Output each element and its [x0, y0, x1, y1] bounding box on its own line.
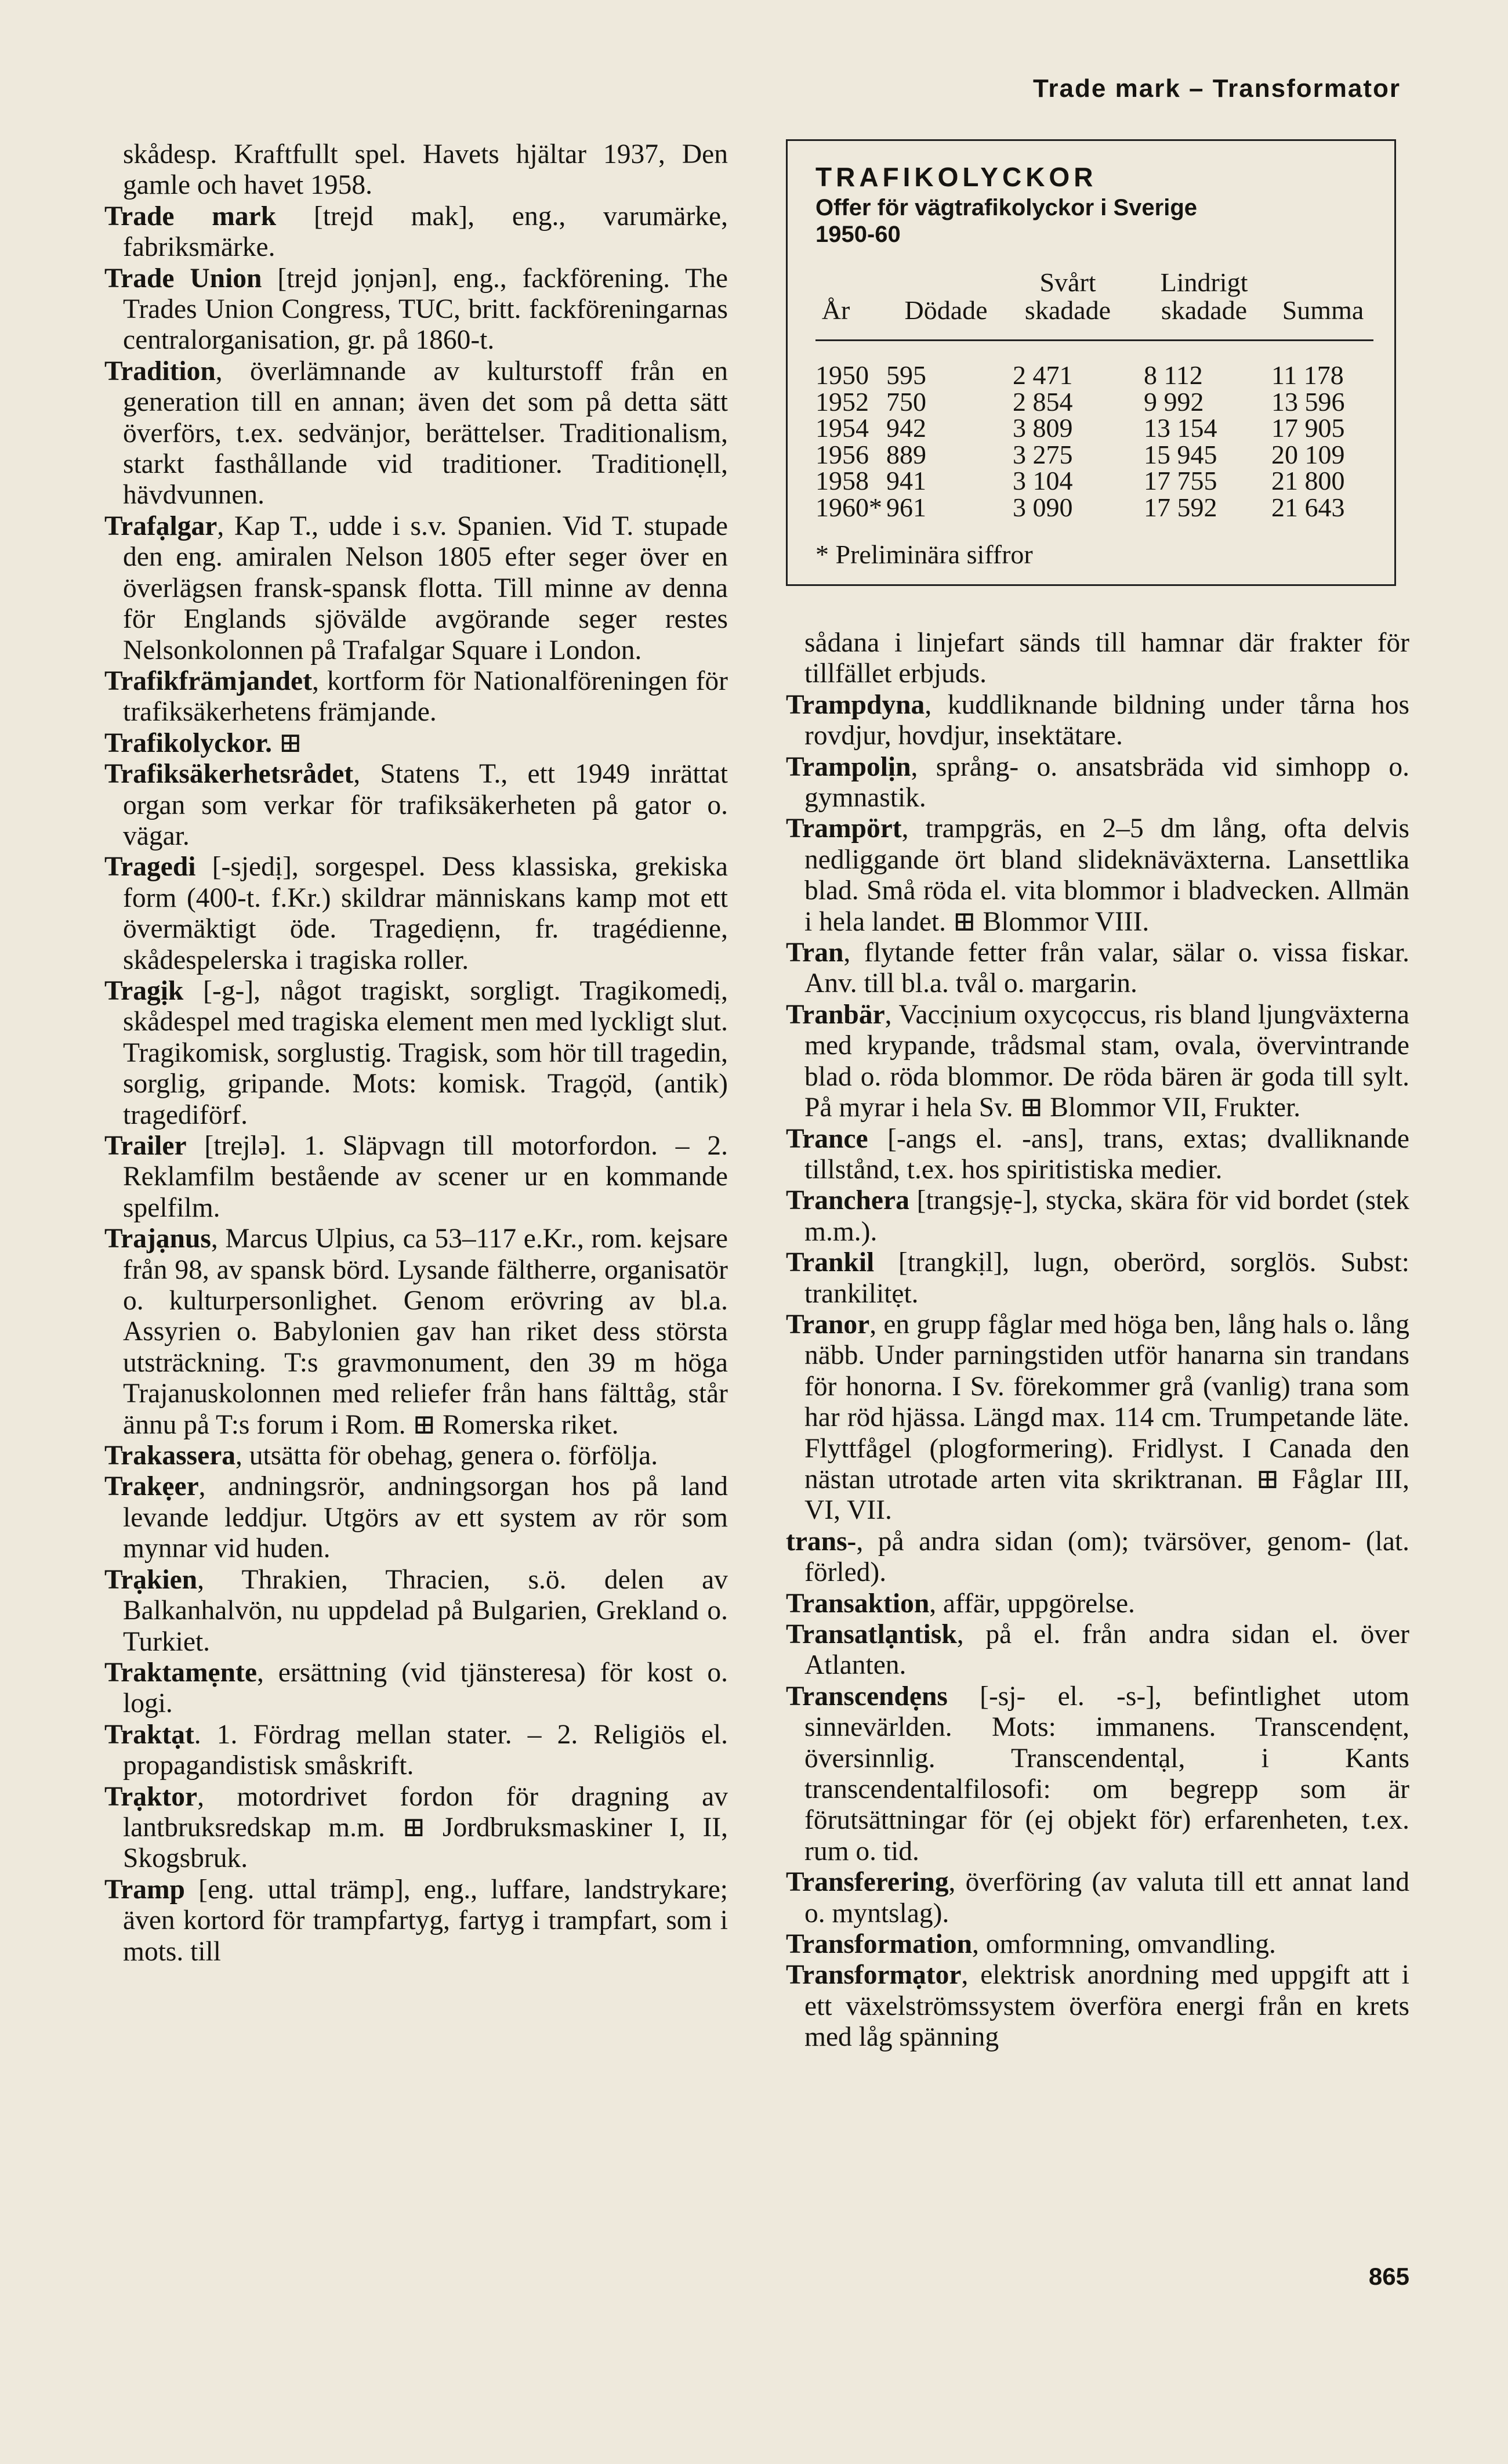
table-rule — [815, 339, 1373, 341]
entry-text: [-angs el. -ans], trans, extas; dvalliknande tillstånd, t.ex. hos spiritistiska medier. — [804, 1123, 1409, 1185]
entry-text: [trejlə]. 1. Släpvagn till motorfordon. – 2. Reklamfilm bestående av scener ur en kommande spelfilm. — [123, 1131, 728, 1223]
entry-text: [-g-], något tragiskt, sorgligt. Tragikomedị, skådespel med tragiska element men med lyckligt slut. Tragikomisk, sorglustig. Tragisk, som hör till tragedin, sorglig, gripande. Mots: komisk. Tragọ̈d, (antik) tragediförf. — [123, 975, 728, 1130]
entry-text: , Marcus Ulpius, ca 53–117 e.Kr., rom. kejsare från 98, av spansk börd. Lysande fältherre, organisatör o. kulturpersonlighet. Genom erövring av bl.a. Assyrien o. Babylonien gav han riket dess största utsträckning. T:s gravmonument, den 39 m höga Trajanuskolonnen med reliefer från hans fälttåg, står ännu på T:s forum i Rom. ⊞ Romerska riket. — [123, 1224, 728, 1440]
entry-text: , omformning, omvandling. — [972, 1929, 1276, 1960]
entry-text: , Vaccịnium oxycọccus, ris bland ljungväxterna med krypande, trådsmal stam, ovala, övervintrande blad o. röda blommor. De röda bären är goda till sylt. På myrar i hela Sv. ⊞ Blommor VII, Frukter. — [804, 999, 1409, 1123]
table-row — [815, 415, 1373, 442]
table-subtitle-line2: 1950-60 — [815, 222, 901, 247]
table-cell: 8 112 — [1144, 360, 1203, 390]
entry-text: sådana i linjefart sänds till hamnar där frakter för tillfället erbjuds. — [804, 628, 1409, 689]
table-cell: 21 643 — [1271, 492, 1345, 522]
table-cell: 1958 — [815, 466, 869, 495]
entry-text: , överlämnande av kulturstoff från en generation till en annan; även det som på detta sätt överförs, t.ex. sedvänjor, berättelser. Traditionalism, starkt fasthållande vid traditioner. Traditionẹll, hävdvunnen. — [123, 356, 728, 511]
dictionary-entry — [104, 1782, 728, 1875]
entry-headword: Trade Union — [104, 263, 262, 294]
table-header — [815, 269, 1373, 334]
entry-headword: Transferering — [786, 1867, 949, 1898]
table-row — [815, 362, 1373, 389]
table-subtitle — [815, 194, 1373, 248]
entry-text: , Thrakien, Thracien, s.ö. delen av Balkanhalvön, nu uppdelad på Bulgarien, Grekland o. Turkiet. — [123, 1564, 728, 1657]
table-cell: 942 — [886, 413, 926, 443]
entry-text: , andningsrör, andningsorgan hos på land levande leddjur. Utgörs av ett system av rör som mynnar vid huden. — [123, 1471, 728, 1564]
entry-text: . 1. Fördrag mellan stater. – 2. Religiös el. propagandistisk småskrift. — [123, 1719, 728, 1781]
entry-text: , motordrivet fordon för dragning av lantbruksredskap m.m. ⊞ Jordbruksmaskiner I, II, Skogsbruk. — [123, 1781, 728, 1874]
dictionary-entry — [104, 728, 728, 759]
traffic-accident-table — [786, 139, 1396, 586]
dictionary-entry — [104, 976, 728, 1131]
table-cell: 2 854 — [1013, 386, 1073, 417]
table-cell: 1954 — [815, 413, 869, 443]
table-cell: 17 755 — [1144, 466, 1217, 495]
left-column — [104, 139, 728, 1967]
dictionary-entry — [104, 1565, 728, 1658]
dictionary-entry — [786, 1185, 1409, 1247]
table-footnote: * Preliminära siffror — [815, 540, 1033, 569]
table-cell: 3 809 — [1013, 413, 1073, 443]
dictionary-entry — [786, 690, 1409, 752]
dictionary-entry — [104, 852, 728, 976]
dictionary-entry — [104, 1471, 728, 1564]
table-title: TRAFIKOLYCKOR — [815, 162, 1097, 192]
entry-headword: Tranor — [786, 1309, 870, 1340]
dictionary-entry — [104, 1720, 728, 1782]
entry-headword: Trampdyna — [786, 689, 925, 720]
col-header-dead: Dödade — [904, 295, 988, 325]
table-subtitle-line1: Offer för vägtrafikolyckor i Sverige — [815, 195, 1198, 220]
entry-text: skådesp. Kraftfullt spel. Havets hjältar 1937, Den gamle och havet 1958. — [123, 139, 728, 201]
entry-text: , ersättning (vid tjänsteresa) för kost o. logi. — [123, 1657, 728, 1719]
table-row — [815, 494, 1373, 521]
dictionary-entry — [104, 139, 728, 201]
entry-text: [trangsjẹ-], stycka, skära för vid bordet (stek m.m.). — [804, 1185, 1409, 1247]
entry-text: [eng. uttal trämp], eng., luffare, landstrykare; även kortord för trampfartyg, fartyg i trampfart, som i mots. till — [123, 1874, 728, 1967]
table-cell: 1952 — [815, 386, 869, 417]
dictionary-entry — [104, 759, 728, 852]
entry-headword: Tranbär — [786, 999, 885, 1030]
table-cell: 13 154 — [1144, 413, 1217, 443]
entry-headword: Trailer — [104, 1131, 187, 1161]
entry-text: [trejd mak], eng., varumärke, fabriksmärke. — [123, 201, 728, 263]
table-rows — [815, 362, 1373, 520]
entry-text: [trangkịl], lugn, oberörd, sorglös. Subst: trankilitẹt. — [804, 1247, 1409, 1309]
entry-headword: Tragedi — [104, 852, 196, 882]
entry-text: , en grupp fåglar med höga ben, lång hals o. lång näbb. Under parningstiden utför hanarna sin trandans för honorna. I Sv. förekommer grå (vanlig) trana som har röd hjässa. Längd max. 114 cm. Trumpetande läte. Flyttfågel (plogformering). Fridlyst. I Canada den nästan utrotade arten vita skriktranan. ⊞ Fåglar III, VI, VII. — [804, 1309, 1409, 1526]
table-cell: 889 — [886, 439, 926, 469]
table-cell: 1956 — [815, 439, 869, 469]
table-cell: 9 992 — [1144, 386, 1204, 417]
table-cell: 13 596 — [1271, 386, 1345, 417]
page-number: 865 — [1368, 2263, 1409, 2290]
dictionary-entry — [104, 1658, 728, 1720]
table-row — [815, 468, 1373, 494]
dictionary-entry — [104, 356, 728, 511]
entry-text: ⊞ — [271, 728, 302, 758]
running-header: Trade mark – Transformator — [1032, 74, 1401, 103]
table-cell: 11 178 — [1271, 360, 1344, 390]
entry-headword: Tramp — [104, 1874, 185, 1905]
entry-text: , kuddliknande bildning under tårna hos rovdjur, hovdjur, insektätare. — [804, 689, 1409, 751]
entry-headword: Trampolịn — [786, 751, 911, 782]
table-cell: 3 104 — [1013, 466, 1073, 495]
entry-headword: Trampört — [786, 813, 902, 844]
dictionary-entry — [104, 201, 728, 263]
dictionary-entry — [104, 1224, 728, 1441]
entry-headword: Tragịk — [104, 975, 184, 1006]
col-header-minor-l2: skadade — [1161, 295, 1248, 325]
col-header-sum: Summa — [1282, 295, 1364, 325]
entry-text: , elektrisk anordning med uppgift att i ett växelströmssystem överföra energi från en krets med låg spänning — [804, 1960, 1409, 2053]
table-cell: 3 090 — [1013, 492, 1073, 522]
entry-headword: Transformạtor — [786, 1960, 962, 1991]
dictionary-entry — [104, 1131, 728, 1224]
dictionary-entry — [786, 1247, 1409, 1309]
entry-headword: Tradition — [104, 356, 216, 386]
dictionary-entry — [786, 1619, 1409, 1681]
table-cell: 1950 — [815, 360, 869, 390]
col-header-year: År — [821, 295, 850, 325]
table-cell: 15 945 — [1144, 439, 1217, 469]
dictionary-entry — [786, 1124, 1409, 1186]
entry-text: [-sjedị], sorgespel. Dess klassiska, grekiska form (400-t. f.Kr.) skildrar människans kamp mot ett övermäktigt öde. Tragediẹnn, fr. tragédienne, skådespelerska i tragiska roller. — [123, 852, 728, 975]
dictionary-entry — [104, 1875, 728, 1967]
entry-text: , flytande fetter från valar, sälar o. vissa fiskar. Anv. till bl.a. tvål o. margarin. — [804, 938, 1409, 999]
dictionary-entry — [786, 1309, 1409, 1526]
entry-text: , utsätta för obehag, genera o. förfölja. — [235, 1441, 658, 1471]
dictionary-entry — [786, 1526, 1409, 1589]
entry-headword: Traktạt — [104, 1719, 194, 1750]
entry-text: [trejd jọnjən], eng., fackförening. The Trades Union Congress, TUC, britt. fackföreningarnas centralorganisation, gr. på 1860-t. — [123, 263, 728, 356]
entry-headword: Trafiksäkerhetsrådet — [104, 759, 354, 790]
entry-headword: Trafikolyckor. — [104, 728, 272, 758]
entry-text: [-sj- el. -s-], befintlighet utom sinnevärlden. Mots: immanens. Transcendẹnt, översinnlig. Transcendentạl, i Kants transcendentalfilosofi: om begrepp som är förutsättningar för (ej objekt för) erfarenheten, t.ex. rum o. tid. — [804, 1681, 1409, 1866]
dictionary-entry — [786, 813, 1409, 938]
dictionary-entry — [786, 1681, 1409, 1867]
table-cell: 750 — [886, 386, 926, 417]
entry-headword: Trakẹer — [104, 1471, 199, 1502]
table-cell: 2 471 — [1013, 360, 1073, 390]
table-cell: 595 — [886, 360, 926, 390]
entry-headword: Trade mark — [104, 201, 277, 231]
entry-text: , kortform för Nationalföreningen för trafiksäkerhetens främjande. — [123, 665, 728, 728]
entry-text: , Kap T., udde i s.v. Spanien. Vid T. stupade den eng. amiralen Nelson 1805 efter seger över en överlägsen fransk-spansk flotta. Till minne av denna för Englands sjövälde avgörande seger restes Nelsonkolonnen på Trafalgar Square i London. — [123, 511, 728, 665]
entry-headword: Trạkien — [104, 1564, 198, 1595]
dictionary-entry — [786, 938, 1409, 1000]
entry-text: , trampgräs, en 2–5 dm lång, ofta delvis nedliggande ört bland slideknäväxterna. Lansettlika blad. Små röda el. vita blommor i bladvecken. Allmän i hela landet. ⊞ Blommor VIII. — [804, 813, 1409, 937]
entry-text: , på andra sidan (om); tvärsöver, genom- (lat. förled). — [804, 1526, 1409, 1588]
entry-headword: Traktamẹnte — [104, 1657, 257, 1688]
col-header-minor-l1: Lindrigt — [1160, 267, 1248, 297]
table-cell: 17 592 — [1144, 492, 1217, 522]
entry-headword: Trafikfrämjandet — [104, 665, 312, 696]
entry-headword: Trafạlgar — [104, 511, 217, 541]
dictionary-entry — [104, 511, 728, 666]
dictionary-entry — [786, 628, 1409, 690]
dictionary-entry — [786, 1000, 1409, 1124]
entry-headword: Trakassera — [104, 1441, 236, 1471]
entry-headword: Transformation — [786, 1929, 973, 1960]
table-row — [815, 439, 1373, 469]
entry-headword: Trance — [786, 1123, 868, 1154]
table-cell: 1960* — [815, 492, 882, 522]
dictionary-entry — [104, 666, 728, 728]
table-cell: 21 800 — [1271, 466, 1345, 495]
dictionary-entry — [786, 1960, 1409, 2053]
col-header-severe-l2: skadade — [1024, 295, 1111, 325]
entry-text: , på el. från andra sidan el. över Atlanten. — [804, 1619, 1409, 1681]
entry-headword: Transaktion — [786, 1588, 930, 1619]
col-header-severe-l1: Svårt — [1039, 267, 1096, 297]
table-cell: 20 109 — [1271, 439, 1345, 469]
table-cell: 961 — [886, 492, 926, 522]
entry-headword: Tran — [786, 938, 844, 968]
entry-headword: Tranchera — [786, 1185, 909, 1216]
entry-text: , överföring (av valuta till ett annat land o. myntslag). — [804, 1867, 1409, 1928]
table-cell: 17 905 — [1271, 413, 1345, 443]
table-cell: 3 275 — [1013, 439, 1073, 469]
entry-headword: trans- — [786, 1526, 857, 1557]
entry-headword: Trankil — [786, 1247, 875, 1278]
entry-headword: Transcendẹns — [786, 1681, 948, 1712]
dictionary-entry — [786, 1867, 1409, 1929]
table-row — [815, 386, 1373, 417]
entry-headword: Trạktor — [104, 1781, 198, 1812]
dictionary-entry — [104, 1441, 728, 1471]
entry-text: , affär, uppgörelse. — [929, 1588, 1135, 1619]
table-cell: 941 — [886, 466, 926, 495]
entry-headword: Transatlạntisk — [786, 1619, 957, 1649]
dictionary-entry — [786, 752, 1409, 814]
dictionary-entry — [786, 1929, 1409, 1960]
entry-text: , Statens T., ett 1949 inrättat organ som verkar för trafiksäkerheten på gator o. vägar. — [123, 759, 728, 851]
right-column — [786, 628, 1409, 2053]
entry-headword: Trajạnus — [104, 1224, 211, 1254]
dictionary-entry — [786, 1589, 1409, 1619]
entry-text: , språng- o. ansatsbräda vid simhopp o. gymnastik. — [804, 751, 1409, 813]
dictionary-entry — [104, 263, 728, 356]
